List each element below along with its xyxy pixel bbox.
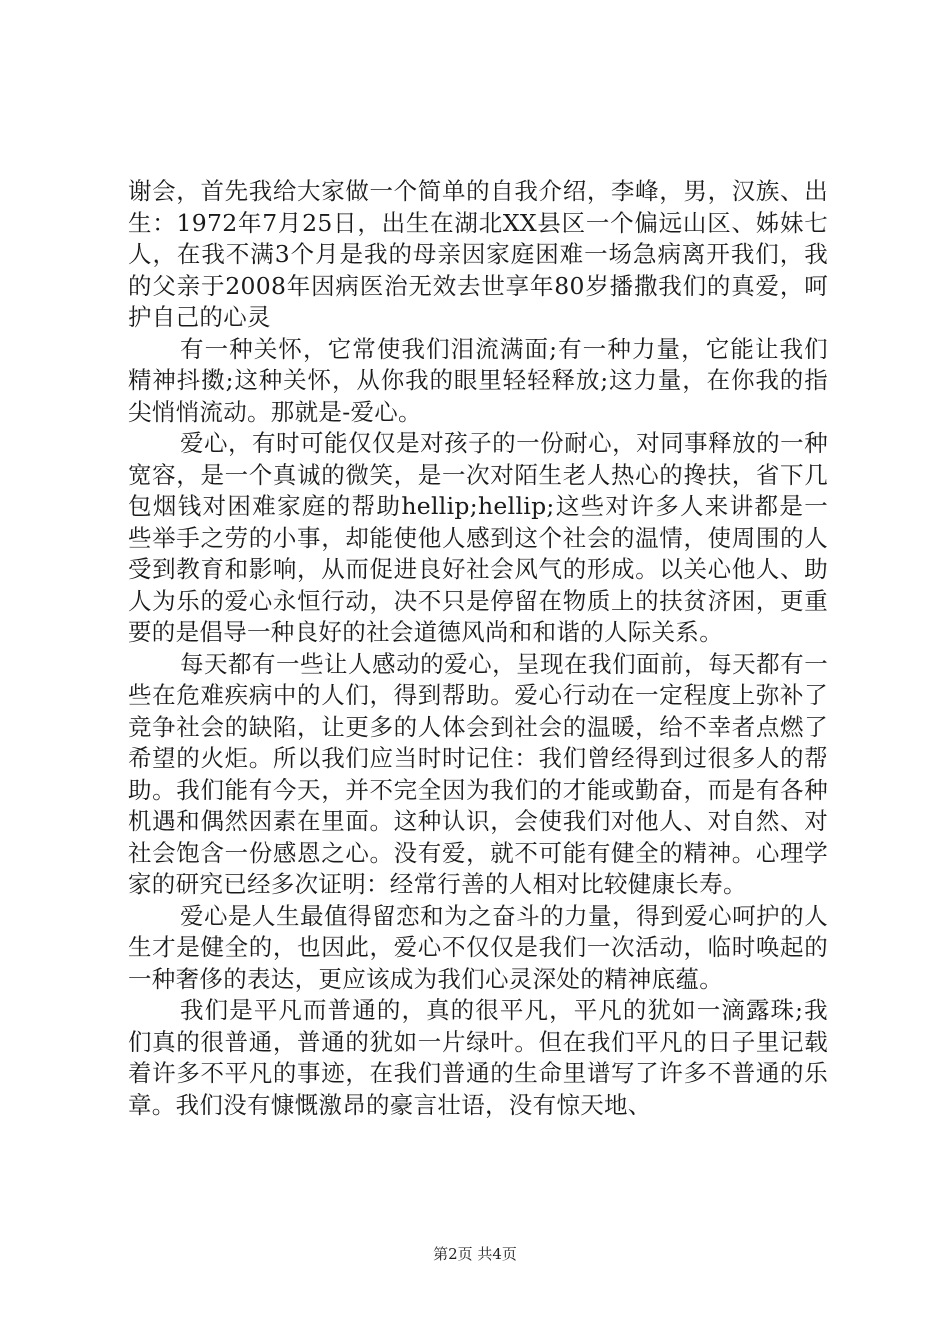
- paragraph-intro: 谢会，首先我给大家做一个简单的自我介绍，李峰，男，汉族、出生：1972年7月25日，出生在湖北XX县区一个偏远山区、姊妹七人，在我不满3个月是我的母亲因家庭困难一场急病离开我们，我的父亲于2008年因病医治无效去世享年80岁播撒我们的真爱，呵护自己的心灵: [128, 177, 828, 331]
- page-number-footer: 第2页 共4页: [433, 1245, 517, 1263]
- paragraph-care: 有一种关怀，它常使我们泪流满面;有一种力量，它能让我们精神抖擞;这种关怀，从你我的眼里轻轻释放;这力量，在你我的指尖悄悄流动。那就是-爱心。: [128, 334, 828, 426]
- paragraph-daily-love: 每天都有一些让人感动的爱心，呈现在我们面前，每天都有一些在危难疾病中的人们，得到帮助。爱心行动在一定程度上弥补了竞争社会的缺陷，让更多的人体会到社会的温暖，给不幸者点燃了希望的火炬。所以我们应当时时记住：我们曾经得到过很多人的帮助。我们能有今天，并不完全因为我们的才能或勤奋，而是有各种机遇和偶然因素在里面。这种认识，会使我们对他人、对自然、对社会饱含一份感恩之心。没有爱，就不可能有健全的精神。心理学家的研究已经多次证明：经常行善的人相对比较健康长寿。: [128, 649, 828, 898]
- paragraph-love-patience: 爱心，有时可能仅仅是对孩子的一份耐心，对同事释放的一种宽容，是一个真诚的微笑，是一次对陌生老人热心的搀扶，省下几包烟钱对困难家庭的帮助hellip;hellip;这些对许多人来讲都是一些举手之劳的小事，却能使他人感到这个社会的温情，使周围的人受到教育和影响，从而促进良好社会风气的形成。以关心他人、助人为乐的爱心永恒行动，决不只是停留在物质上的扶贫济困，更重要的是倡导一种良好的社会道德风尚和和谐的人际关系。: [128, 429, 828, 646]
- document-body: [128, 176, 828, 1121]
- paragraph-love-value: 爱心是人生最值得留恋和为之奋斗的力量，得到爱心呵护的人生才是健全的，也因此，爱心不仅仅是我们一次活动，临时唤起的一种奢侈的表达，更应该成为我们心灵深处的精神底蕴。: [128, 901, 828, 993]
- paragraph-ordinary: 我们是平凡而普通的，真的很平凡，平凡的犹如一滴露珠;我们真的很普通，普通的犹如一片绿叶。但在我们平凡的日子里记载着许多不平凡的事迹，在我们普通的生命里谱写了许多不普通的乐章。我们没有慷慨激昂的豪言壮语，没有惊天地、: [128, 996, 828, 1119]
